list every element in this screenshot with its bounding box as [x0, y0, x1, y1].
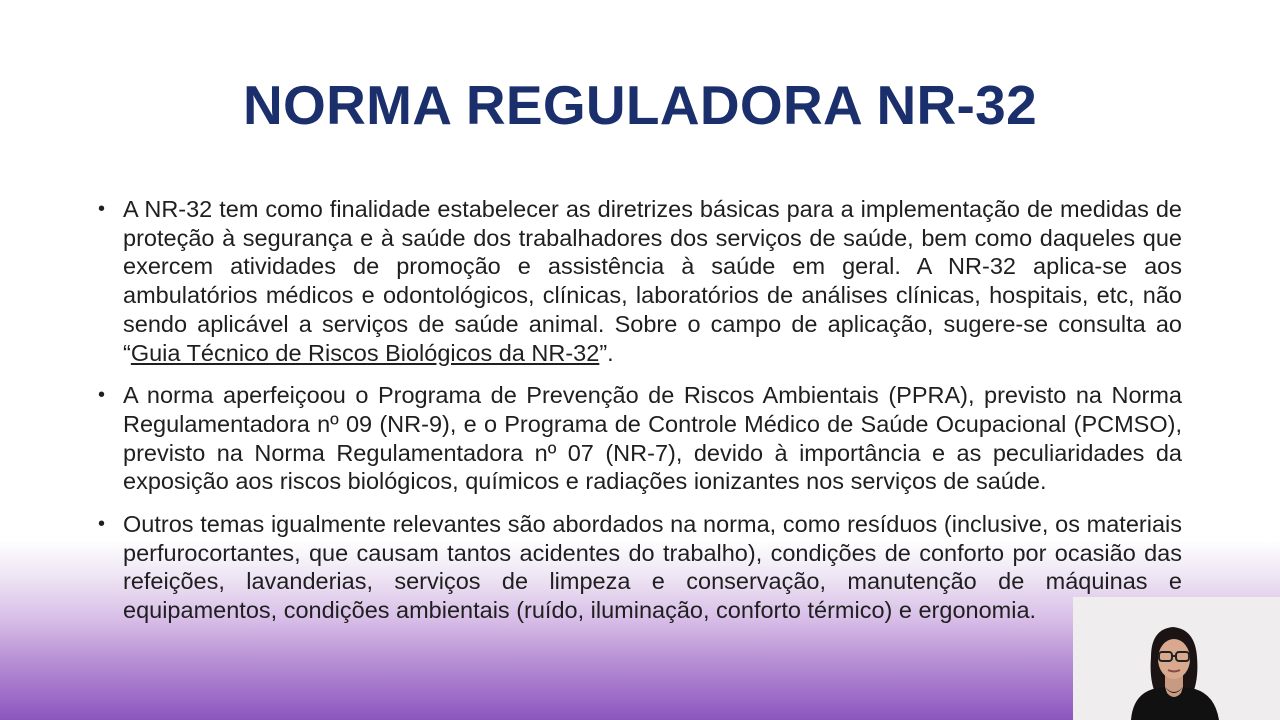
- presenter-video-icon: [1073, 597, 1280, 720]
- bullet-item-1: [96, 195, 1182, 367]
- bullet-dot-icon: •: [98, 198, 106, 220]
- guide-link[interactable]: Guia Técnico de Riscos Biológicos da NR-32: [130, 339, 600, 366]
- bullet-dot-icon: •: [98, 513, 106, 536]
- bullet-list: [96, 195, 1182, 639]
- bullet-dot-icon: •: [98, 384, 106, 407]
- bullet-text: A NR-32 tem como finalidade estabelecer as diretrizes básicas para a implementação de medidas de proteção à segurança e à saúde dos trabalhadores dos serviços de saúde, bem como daqueles que exercem atividades de promoção e assistência à saúde em geral. A NR-32 aplica-se aos ambulatórios médicos e odontológicos, clínicas, laboratórios de análises clínicas, hospitais, etc, não sendo aplicável a serviços de saúde animal. Sobre o campo de aplicação, sugere-se consulta ao “: [123, 196, 1182, 366]
- slide-title: NORMA REGULADORA NR-32: [243, 74, 1037, 136]
- bullet-text-end: ”.: [599, 339, 614, 366]
- bullet-text: Outros temas igualmente relevantes são abordados na norma, como resíduos (inclusive, os materiais perfurocortantes, que causam tantos acidentes do trabalho), condições de conforto por ocasião das refeições, lavanderias, serviços de limpeza e conservação, manutenção de máquinas e equipamentos, condições ambientais (ruído, iluminação, conforto térmico) e ergonomia.: [123, 511, 1182, 624]
- presenter-video: [1073, 597, 1280, 720]
- bullet-item-2: [96, 381, 1182, 496]
- bullet-text: A norma aperfeiçoou o Programa de Prevenção de Riscos Ambientais (PPRA), previsto na Norma Regulamentadora nº 09 (NR-9), e o Programa de Controle Médico de Saúde Ocupacional (PCMSO), previsto na Norma Regulamentadora nº 07 (NR-7), devido à importância e as peculiaridades da exposição aos riscos biológicos, químicos e radiações ionizantes nos serviços de saúde.: [123, 382, 1182, 495]
- bullet-item-3: [96, 510, 1182, 625]
